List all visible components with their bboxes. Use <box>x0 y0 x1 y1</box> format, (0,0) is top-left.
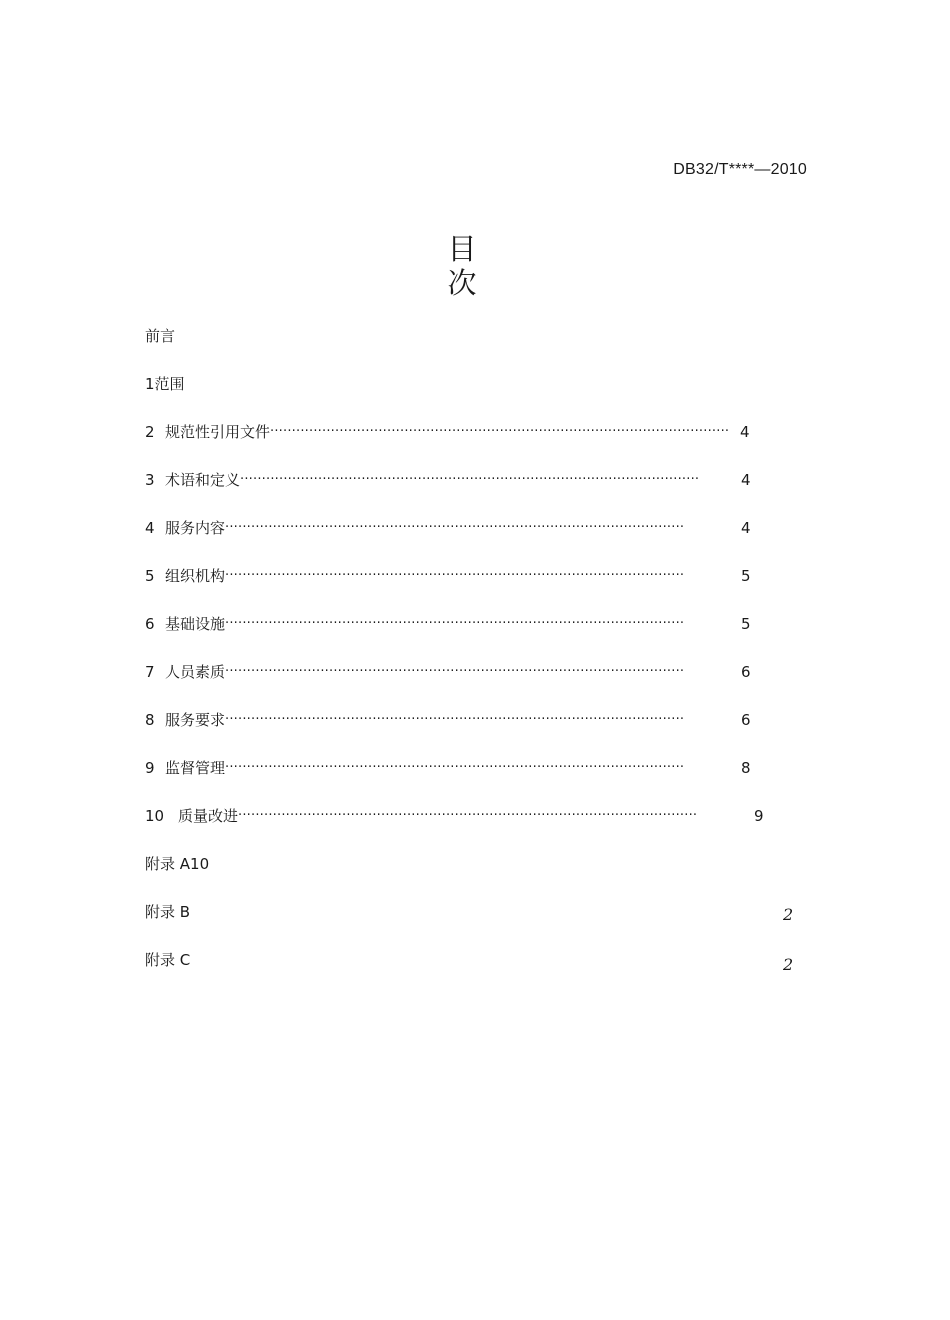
toc-leader-dots: ·········································································································· <box>225 568 685 583</box>
toc-entry-preface[interactable] <box>145 326 175 346</box>
toc-entry-page: 5 <box>741 615 751 633</box>
toc-leader-dots: ·········································································································· <box>270 424 730 439</box>
toc-leader-dots: ·········································································································· <box>225 520 685 535</box>
toc-leader-dots: ·········································································································· <box>225 664 685 679</box>
toc-entry-title: 附录 B <box>145 903 191 921</box>
toc-entry-title: 监督管理 <box>165 759 226 777</box>
toc-entry-appendix-a[interactable] <box>145 854 209 874</box>
toc-entry-page: 6 <box>741 663 751 681</box>
toc-entry-5[interactable] <box>145 566 751 586</box>
toc-entry-3[interactable] <box>145 470 751 490</box>
toc-entry-title: 附录 C <box>145 951 191 969</box>
document-code: DB32/T****—2010 <box>673 161 807 178</box>
toc-entry-title: 组织机构 <box>165 567 226 585</box>
stray-page-mark: 2 <box>783 905 794 924</box>
toc-entry-title: 附录 A10 <box>145 855 210 873</box>
toc-leader-dots: ·········································································································· <box>238 808 698 823</box>
toc-entry-page: 4 <box>741 471 751 489</box>
toc-leader-dots: ·········································································································· <box>225 760 685 775</box>
toc-entry-page: 6 <box>741 711 751 729</box>
toc-title-line-2: 次 <box>447 266 477 300</box>
stray-page-mark: 2 <box>783 955 794 974</box>
toc-title <box>430 232 494 300</box>
toc-entry-number: 5 <box>145 567 155 585</box>
toc-entry-title: 前言 <box>145 327 176 345</box>
toc-entry-7[interactable] <box>145 662 751 682</box>
toc-entry-title: 基础设施 <box>165 615 226 633</box>
toc-leader-dots: ·········································································································· <box>240 472 700 487</box>
toc-entry-10[interactable] <box>145 806 764 826</box>
toc-entry-title: 范围 <box>154 375 185 393</box>
toc-entry-9[interactable] <box>145 758 751 778</box>
toc-entry-title: 服务内容 <box>165 519 226 537</box>
toc-entry-number: 1 <box>145 375 155 393</box>
toc-entry-page: 4 <box>741 519 751 537</box>
toc-entry-number: 7 <box>145 663 155 681</box>
toc-entry-title: 质量改进 <box>178 807 239 825</box>
toc-entry-title: 规范性引用文件 <box>165 423 271 441</box>
toc-entry-2[interactable] <box>145 422 750 442</box>
toc-entry-appendix-b[interactable] <box>145 902 190 922</box>
toc-entry-number: 2 <box>145 423 155 441</box>
toc-entry-title: 服务要求 <box>165 711 226 729</box>
toc-leader-dots: ·········································································································· <box>225 616 685 631</box>
toc-entry-8[interactable] <box>145 710 751 730</box>
toc-entry-number: 3 <box>145 471 155 489</box>
toc-entry-number: 9 <box>145 759 155 777</box>
toc-entry-page: 9 <box>754 807 764 825</box>
toc-entry-number: 10 <box>145 807 165 825</box>
toc-entry-page: 4 <box>740 423 750 441</box>
toc-entry-1[interactable] <box>145 374 185 394</box>
toc-entry-page: 8 <box>741 759 751 777</box>
toc-entry-appendix-c[interactable] <box>145 950 190 970</box>
toc-entry-number: 4 <box>145 519 155 537</box>
toc-entry-title: 人员素质 <box>165 663 226 681</box>
toc-entry-number: 6 <box>145 615 155 633</box>
toc-title-line-1: 目 <box>447 232 477 266</box>
toc-leader-dots: ·········································································································· <box>225 712 685 727</box>
toc-entry-page: 5 <box>741 567 751 585</box>
toc-entry-6[interactable] <box>145 614 751 634</box>
toc-entry-title: 术语和定义 <box>165 471 241 489</box>
toc-entry-4[interactable] <box>145 518 751 538</box>
toc-entry-number: 8 <box>145 711 155 729</box>
